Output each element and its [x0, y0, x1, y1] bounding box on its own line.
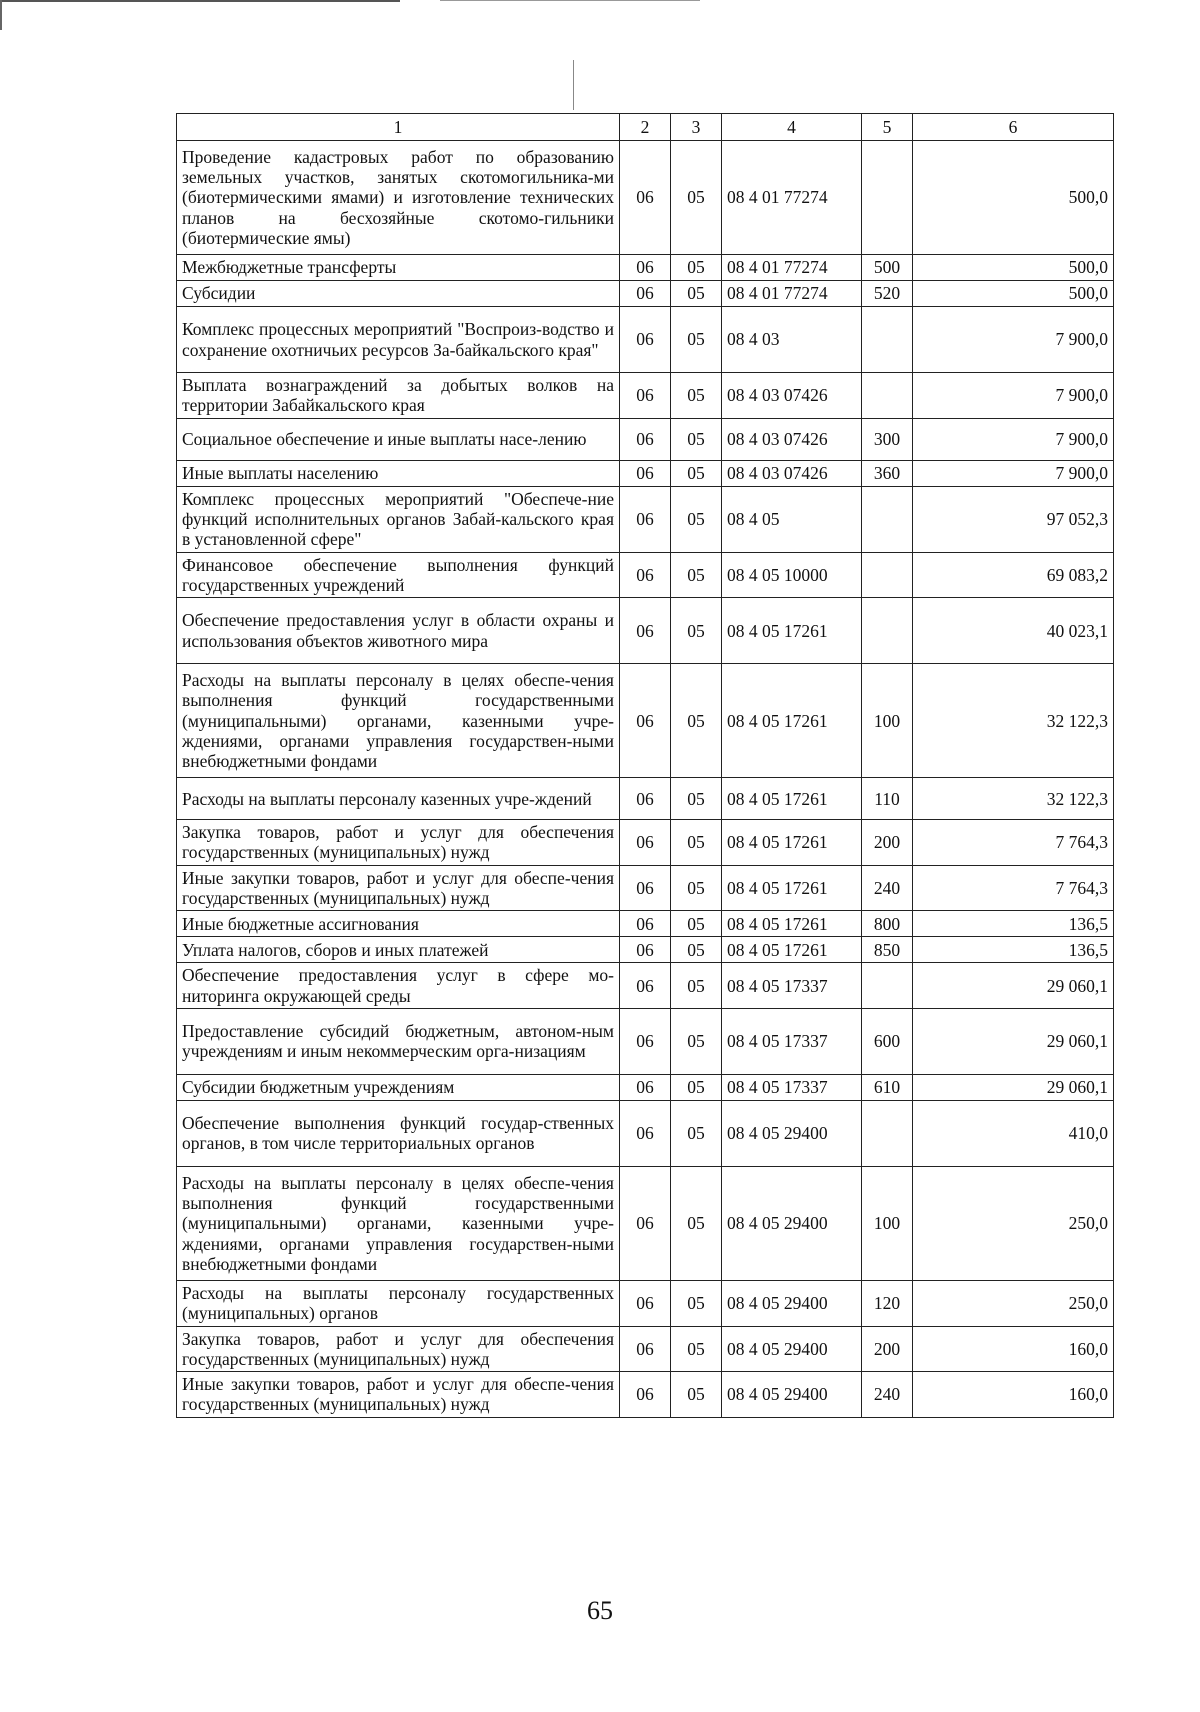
row-subsection-cell: 05: [671, 1280, 722, 1326]
row-amount-cell: 7 900,0: [913, 418, 1114, 460]
row-section-cell: 06: [620, 963, 671, 1009]
row-name-cell: Субсидии: [177, 281, 620, 307]
row-subsection-cell: 05: [671, 963, 722, 1009]
row-section-cell: 06: [620, 552, 671, 598]
row-target-article-cell: 08 4 05 17261: [722, 598, 862, 664]
table-row: [177, 963, 1114, 1009]
row-amount-cell: 410,0: [913, 1100, 1114, 1166]
row-amount-cell: 69 083,2: [913, 552, 1114, 598]
table-row: [177, 141, 1114, 255]
row-section-cell: 06: [620, 486, 671, 552]
row-subsection-cell: 05: [671, 141, 722, 255]
row-target-article-cell: 08 4 05 17261: [722, 820, 862, 866]
row-expense-type-cell: [862, 552, 913, 598]
row-expense-type-cell: [862, 141, 913, 255]
row-subsection-cell: 05: [671, 460, 722, 486]
row-expense-type-cell: [862, 598, 913, 664]
row-amount-cell: 32 122,3: [913, 778, 1114, 820]
row-section-cell: 06: [620, 598, 671, 664]
row-amount-cell: 7 764,3: [913, 820, 1114, 866]
row-expense-type-cell: 120: [862, 1280, 913, 1326]
table-row: [177, 1166, 1114, 1280]
row-expense-type-cell: 600: [862, 1008, 913, 1074]
row-name-cell: Иные закупки товаров, работ и услуг для обеспе-чения государственных (муниципальных) нужд: [177, 865, 620, 911]
row-target-article-cell: 08 4 05 29400: [722, 1100, 862, 1166]
row-expense-type-cell: 500: [862, 255, 913, 281]
row-target-article-cell: 08 4 05 17261: [722, 778, 862, 820]
row-section-cell: 06: [620, 1008, 671, 1074]
row-name-cell: Расходы на выплаты персоналу казенных учре-ждений: [177, 778, 620, 820]
row-name-cell: Иные бюджетные ассигнования: [177, 911, 620, 937]
row-amount-cell: 136,5: [913, 911, 1114, 937]
row-amount-cell: 500,0: [913, 141, 1114, 255]
table-row: [177, 255, 1114, 281]
table-body: [177, 114, 1114, 1418]
row-subsection-cell: 05: [671, 911, 722, 937]
row-target-article-cell: 08 4 05 29400: [722, 1372, 862, 1418]
table-row: [177, 937, 1114, 963]
row-subsection-cell: 05: [671, 664, 722, 778]
table-row: [177, 281, 1114, 307]
row-subsection-cell: 05: [671, 1166, 722, 1280]
row-name-cell: Обеспечение предоставления услуг в сфере мо-ниторинга окружающей среды: [177, 963, 620, 1009]
row-expense-type-cell: [862, 307, 913, 373]
row-expense-type-cell: 520: [862, 281, 913, 307]
row-target-article-cell: 08 4 01 77274: [722, 255, 862, 281]
row-name-cell: Иные выплаты населению: [177, 460, 620, 486]
row-subsection-cell: 05: [671, 1326, 722, 1372]
row-subsection-cell: 05: [671, 281, 722, 307]
row-subsection-cell: 05: [671, 307, 722, 373]
header-cell-1: 1: [177, 114, 620, 141]
row-amount-cell: 32 122,3: [913, 664, 1114, 778]
row-name-cell: Социальное обеспечение и иные выплаты насе-лению: [177, 418, 620, 460]
row-target-article-cell: 08 4 05 29400: [722, 1326, 862, 1372]
row-subsection-cell: 05: [671, 255, 722, 281]
row-section-cell: 06: [620, 1074, 671, 1100]
table-row: [177, 778, 1114, 820]
table-row: [177, 1280, 1114, 1326]
table-row: [177, 460, 1114, 486]
row-name-cell: Субсидии бюджетным учреждениям: [177, 1074, 620, 1100]
row-expense-type-cell: 360: [862, 460, 913, 486]
row-section-cell: 06: [620, 1280, 671, 1326]
table-row: [177, 1326, 1114, 1372]
row-expense-type-cell: 100: [862, 1166, 913, 1280]
header-cell-5: 5: [862, 114, 913, 141]
row-target-article-cell: 08 4 01 77274: [722, 141, 862, 255]
row-section-cell: 06: [620, 1166, 671, 1280]
row-target-article-cell: 08 4 05 17337: [722, 1008, 862, 1074]
table-row: [177, 911, 1114, 937]
row-section-cell: 06: [620, 778, 671, 820]
row-amount-cell: 7 900,0: [913, 460, 1114, 486]
row-amount-cell: 160,0: [913, 1326, 1114, 1372]
row-section-cell: 06: [620, 1100, 671, 1166]
row-target-article-cell: 08 4 03 07426: [722, 460, 862, 486]
row-subsection-cell: 05: [671, 1074, 722, 1100]
table-row: [177, 1008, 1114, 1074]
row-subsection-cell: 05: [671, 1372, 722, 1418]
row-target-article-cell: 08 4 05 29400: [722, 1280, 862, 1326]
row-target-article-cell: 08 4 05: [722, 486, 862, 552]
row-section-cell: 06: [620, 865, 671, 911]
row-subsection-cell: 05: [671, 486, 722, 552]
row-expense-type-cell: 240: [862, 1372, 913, 1418]
row-section-cell: 06: [620, 281, 671, 307]
row-name-cell: Закупка товаров, работ и услуг для обеспечения государственных (муниципальных) нужд: [177, 820, 620, 866]
table-row: [177, 664, 1114, 778]
table-row: [177, 552, 1114, 598]
row-expense-type-cell: 200: [862, 820, 913, 866]
row-amount-cell: 136,5: [913, 937, 1114, 963]
row-section-cell: 06: [620, 664, 671, 778]
row-section-cell: 06: [620, 911, 671, 937]
page-number: 65: [587, 1596, 613, 1625]
row-section-cell: 06: [620, 1372, 671, 1418]
row-subsection-cell: 05: [671, 778, 722, 820]
row-section-cell: 06: [620, 418, 671, 460]
row-name-cell: Комплекс процессных мероприятий "Обеспече-ние функций исполнительных органов Забай-кальского края в установленной сфере": [177, 486, 620, 552]
row-target-article-cell: 08 4 03: [722, 307, 862, 373]
row-expense-type-cell: 110: [862, 778, 913, 820]
row-expense-type-cell: 100: [862, 664, 913, 778]
table-row: [177, 486, 1114, 552]
row-amount-cell: 29 060,1: [913, 1074, 1114, 1100]
row-subsection-cell: 05: [671, 598, 722, 664]
row-section-cell: 06: [620, 1326, 671, 1372]
row-section-cell: 06: [620, 255, 671, 281]
row-subsection-cell: 05: [671, 1100, 722, 1166]
row-subsection-cell: 05: [671, 820, 722, 866]
scan-artifact-edge: [0, 0, 2, 30]
row-expense-type-cell: [862, 963, 913, 1009]
row-name-cell: Межбюджетные трансферты: [177, 255, 620, 281]
row-subsection-cell: 05: [671, 1008, 722, 1074]
row-name-cell: Обеспечение предоставления услуг в области охраны и использования объектов животного мира: [177, 598, 620, 664]
row-expense-type-cell: [862, 373, 913, 419]
row-target-article-cell: 08 4 01 77274: [722, 281, 862, 307]
row-amount-cell: 7 900,0: [913, 307, 1114, 373]
row-name-cell: Предоставление субсидий бюджетным, автоном-ным учреждениям и иным некоммерческим орга-низациям: [177, 1008, 620, 1074]
row-target-article-cell: 08 4 05 17261: [722, 664, 862, 778]
row-subsection-cell: 05: [671, 937, 722, 963]
row-name-cell: Комплекс процессных мероприятий "Воспроиз-водство и сохранение охотничьих ресурсов За-байкальского края": [177, 307, 620, 373]
scan-artifact-line: [0, 0, 400, 2]
row-amount-cell: 500,0: [913, 281, 1114, 307]
row-amount-cell: 250,0: [913, 1166, 1114, 1280]
row-section-cell: 06: [620, 307, 671, 373]
row-name-cell: Расходы на выплаты персоналу в целях обеспе-чения выполнения функций государственными (муниципальными) органами, казенными учре-ждениями, органами управления государствен-ными внебюджетными фондами: [177, 1166, 620, 1280]
row-section-cell: 06: [620, 141, 671, 255]
row-name-cell: Иные закупки товаров, работ и услуг для обеспе-чения государственных (муниципальных) нужд: [177, 1372, 620, 1418]
row-name-cell: Финансовое обеспечение выполнения функций государственных учреждений: [177, 552, 620, 598]
row-amount-cell: 40 023,1: [913, 598, 1114, 664]
row-section-cell: 06: [620, 820, 671, 866]
table-row: [177, 307, 1114, 373]
row-name-cell: Закупка товаров, работ и услуг для обеспечения государственных (муниципальных) нужд: [177, 1326, 620, 1372]
header-cell-2: 2: [620, 114, 671, 141]
row-expense-type-cell: 240: [862, 865, 913, 911]
row-amount-cell: 7 900,0: [913, 373, 1114, 419]
table-row: [177, 418, 1114, 460]
scan-artifact-fold: [573, 60, 574, 110]
row-amount-cell: 250,0: [913, 1280, 1114, 1326]
row-section-cell: 06: [620, 373, 671, 419]
row-name-cell: Обеспечение выполнения функций государ-ственных органов, в том числе территориальных органов: [177, 1100, 620, 1166]
row-target-article-cell: 08 4 05 17261: [722, 937, 862, 963]
row-target-article-cell: 08 4 05 17261: [722, 865, 862, 911]
row-expense-type-cell: [862, 1100, 913, 1166]
row-amount-cell: 29 060,1: [913, 963, 1114, 1009]
row-amount-cell: 7 764,3: [913, 865, 1114, 911]
table-row: [177, 820, 1114, 866]
row-section-cell: 06: [620, 937, 671, 963]
row-subsection-cell: 05: [671, 865, 722, 911]
row-target-article-cell: 08 4 03 07426: [722, 418, 862, 460]
table-row: [177, 1074, 1114, 1100]
table-row: [177, 373, 1114, 419]
row-expense-type-cell: [862, 486, 913, 552]
row-name-cell: Расходы на выплаты персоналу в целях обеспе-чения выполнения функций государственными (муниципальными) органами, казенными учре-ждениями, органами управления государствен-ными внебюджетными фондами: [177, 664, 620, 778]
row-amount-cell: 160,0: [913, 1372, 1114, 1418]
row-target-article-cell: 08 4 03 07426: [722, 373, 862, 419]
row-expense-type-cell: 850: [862, 937, 913, 963]
row-name-cell: Выплата вознаграждений за добытых волков на территории Забайкальского края: [177, 373, 620, 419]
table-row: [177, 1100, 1114, 1166]
table-row: [177, 865, 1114, 911]
table-header-row: [177, 114, 1114, 141]
row-expense-type-cell: 200: [862, 1326, 913, 1372]
row-target-article-cell: 08 4 05 17261: [722, 911, 862, 937]
row-target-article-cell: 08 4 05 29400: [722, 1166, 862, 1280]
row-subsection-cell: 05: [671, 552, 722, 598]
table-row: [177, 1372, 1114, 1418]
row-section-cell: 06: [620, 460, 671, 486]
row-expense-type-cell: 300: [862, 418, 913, 460]
header-cell-6: 6: [913, 114, 1114, 141]
table-row: [177, 598, 1114, 664]
row-subsection-cell: 05: [671, 418, 722, 460]
row-name-cell: Расходы на выплаты персоналу государственных (муниципальных) органов: [177, 1280, 620, 1326]
row-target-article-cell: 08 4 05 17337: [722, 963, 862, 1009]
row-name-cell: Проведение кадастровых работ по образованию земельных участков, занятых скотомогильника-ми (биотермическими ямами) и изготовление технических планов на бесхозяйные скотомо-гильники (биотермические ямы): [177, 141, 620, 255]
row-expense-type-cell: 610: [862, 1074, 913, 1100]
row-amount-cell: 500,0: [913, 255, 1114, 281]
row-subsection-cell: 05: [671, 373, 722, 419]
row-amount-cell: 97 052,3: [913, 486, 1114, 552]
budget-table: [176, 113, 1114, 1418]
scan-artifact-line: [440, 0, 700, 1]
row-expense-type-cell: 800: [862, 911, 913, 937]
header-cell-3: 3: [671, 114, 722, 141]
row-target-article-cell: 08 4 05 17337: [722, 1074, 862, 1100]
header-cell-4: 4: [722, 114, 862, 141]
row-name-cell: Уплата налогов, сборов и иных платежей: [177, 937, 620, 963]
row-amount-cell: 29 060,1: [913, 1008, 1114, 1074]
row-target-article-cell: 08 4 05 10000: [722, 552, 862, 598]
